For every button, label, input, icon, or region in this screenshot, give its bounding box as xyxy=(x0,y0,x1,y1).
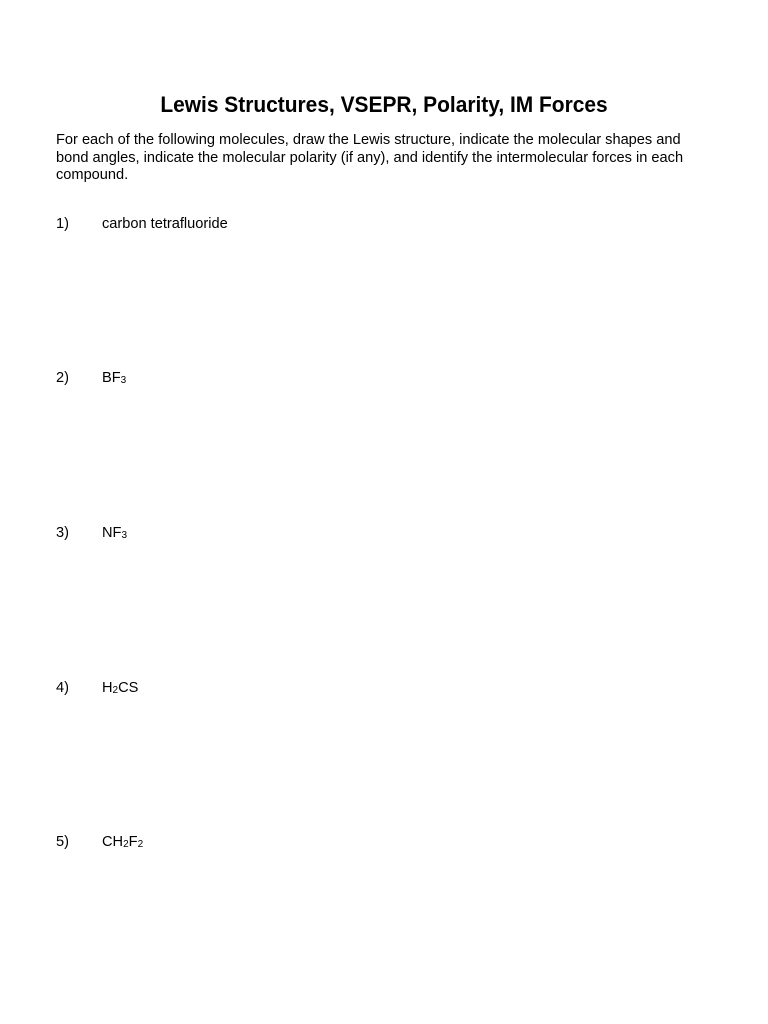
molecule-text: NF xyxy=(102,525,122,541)
question-number: 5) xyxy=(56,834,69,850)
molecule-text: CS xyxy=(118,680,139,696)
molecule-subscript: 2 xyxy=(112,685,119,696)
molecule-subscript: 2 xyxy=(137,839,144,850)
instructions-paragraph xyxy=(56,132,726,185)
molecule-text: carbon tetrafluoride xyxy=(102,216,228,232)
molecule-subscript: 2 xyxy=(123,839,129,850)
question-number: 1) xyxy=(56,216,69,232)
molecule-subscript: 3 xyxy=(120,375,127,386)
instructions-line: For each of the following molecules, draw the Lewis structure, indicate the molecular shapes and xyxy=(56,132,681,148)
molecule-text: CH xyxy=(102,834,124,850)
instructions-line: bond angles, indicate the molecular polarity (if any), and identify the intermolecular forces in each xyxy=(56,149,684,166)
question-molecule xyxy=(102,214,228,234)
question-molecule xyxy=(102,678,138,700)
question-molecule xyxy=(102,368,126,390)
question-number: 3) xyxy=(56,525,69,541)
molecule-text: BF xyxy=(102,370,121,386)
question-molecule xyxy=(102,523,127,545)
question-molecule xyxy=(102,832,143,854)
instructions-line: compound. xyxy=(56,167,129,184)
molecule-text: F xyxy=(128,834,138,850)
molecule-subscript: 3 xyxy=(121,530,128,541)
question-number: 2) xyxy=(56,370,69,386)
molecule-text: H xyxy=(102,680,113,696)
question-number: 4) xyxy=(56,680,69,696)
page-title: Lewis Structures, VSEPR, Polarity, IM Forces xyxy=(160,92,608,117)
